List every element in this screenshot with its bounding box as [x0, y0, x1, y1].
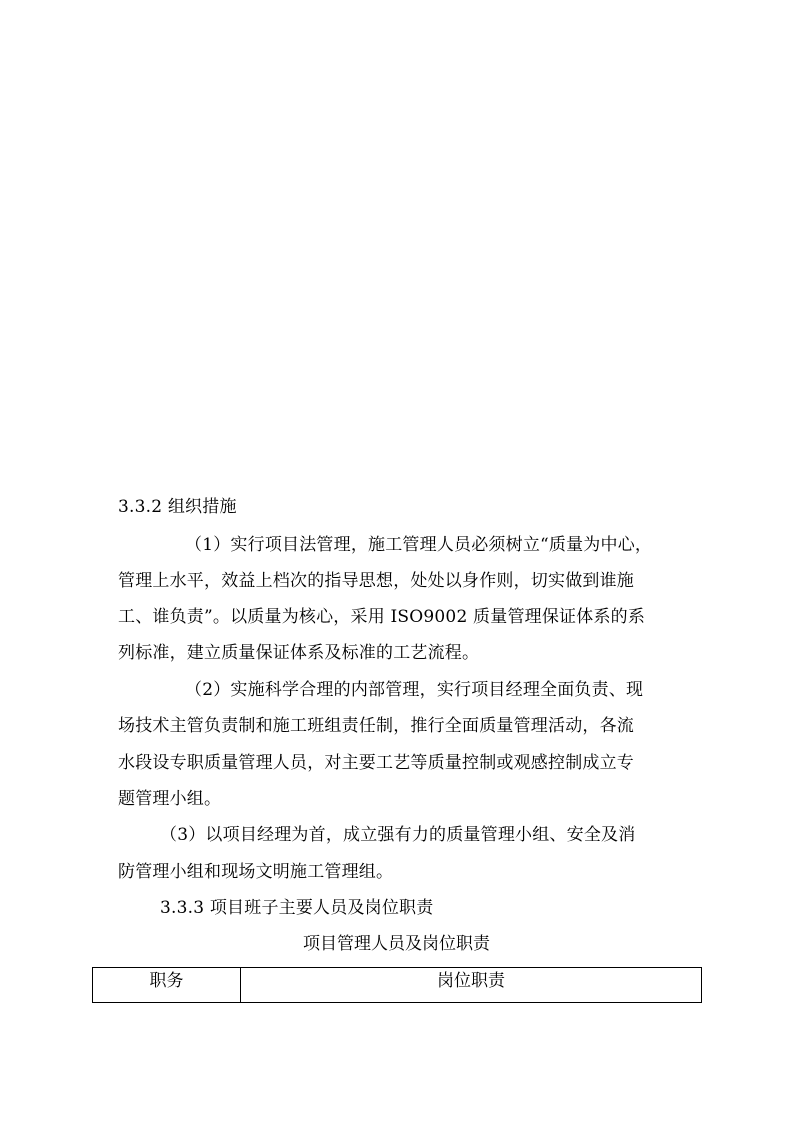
paragraph-line: 题管理小组。	[118, 789, 222, 809]
paragraph-line: （1）实行项目法管理，施工管理人员必须树立“质量为中心，	[185, 535, 653, 555]
paragraph-line: 工、谁负责”。以质量为核心，采用 ISO9002 质量管理保证体系的系	[118, 607, 646, 627]
paragraph-line: （3）以项目经理为首，成立强有力的质量管理小组、安全及消	[160, 825, 636, 845]
paragraph-line: 场技术主管负责制和施工班组责任制，推行全面质量管理活动，各流	[118, 716, 634, 736]
section-heading: 3.3.2 组织措施	[118, 497, 237, 517]
paragraph-line: 水段设专职质量管理人员，对主要工艺等质量控制或观感控制成立专	[118, 753, 634, 773]
table-caption: 项目管理人员及岗位职责	[303, 934, 490, 954]
paragraph-line: 列标准，建立质量保证体系及标准的工艺流程。	[118, 643, 480, 663]
duty-table	[92, 967, 702, 1003]
paragraph-line: （2）实施科学合理的内部管理，实行项目经理全面负责、现	[185, 680, 644, 700]
paragraph-line: 管理上水平，效益上档次的指导思想，处处以身作则，切实做到谁施	[118, 571, 634, 591]
table-header-duty: 岗位职责	[437, 971, 505, 991]
subsection-heading: 3.3.3 项目班子主要人员及岗位职责	[160, 898, 434, 918]
paragraph-line: 防管理小组和现场文明施工管理组。	[118, 862, 394, 882]
table-header-role: 职务	[93, 968, 241, 1002]
